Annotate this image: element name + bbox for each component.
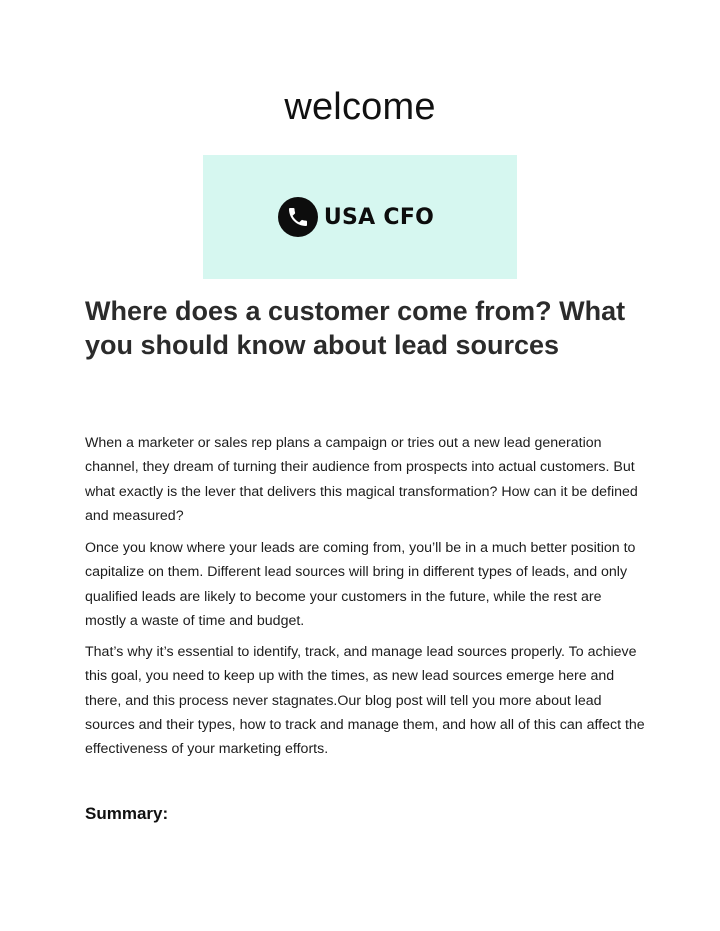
summary-heading: Summary: bbox=[85, 804, 169, 823]
logo bbox=[278, 197, 434, 237]
paragraph-lead-types: Once you know where your leads are coming from, you’ll be in a much better position to capitalize on them. Different lead sources will bring in different types of leads, and only qualified leads are likely to become your customers in the future, while the rest are mostly a waste of time and budget. bbox=[85, 540, 636, 629]
paragraph-intro: When a marketer or sales rep plans a campaign or tries out a new lead generation channel, they dream of turning their audience from prospects into actual customers. But what exactly is the lever that delivers this magical transformation? How can it be defined and measured? bbox=[85, 435, 638, 524]
phone-icon bbox=[278, 197, 318, 237]
paragraph-tracking: That’s why it’s essential to identify, track, and manage lead sources properly. To achieve this goal, you need to keep up with the times, as new lead sources emerge here and there, and this process never stagnates.Our blog post will tell you more about lead sources and their types, how to track and manage them, and how all of this can affect the effectiveness of your marketing efforts. bbox=[85, 644, 645, 758]
page-title: welcome bbox=[284, 86, 436, 128]
logo-text: USA CFO bbox=[323, 204, 435, 230]
logo-banner bbox=[203, 155, 517, 279]
article-heading: Where does a customer come from? What you should know about lead sources bbox=[85, 296, 626, 360]
